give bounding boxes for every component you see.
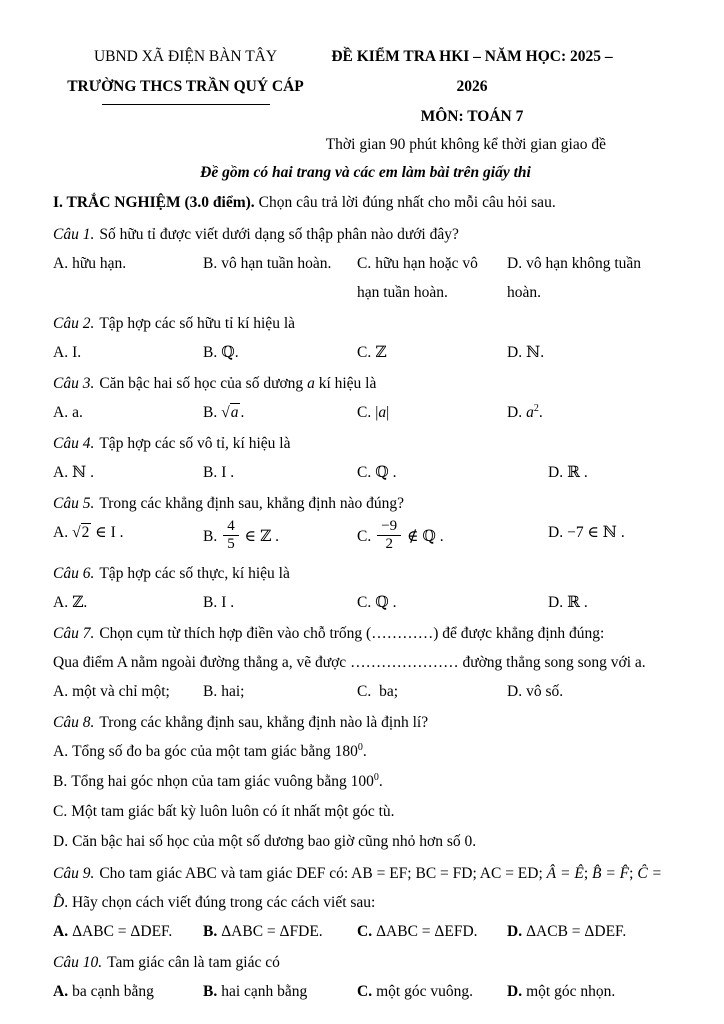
exam-instruction: Đề gồm có hai trang và các em làm bài trên giấy thi xyxy=(200,164,531,181)
text-part: ∈ ℤ . xyxy=(240,527,280,545)
text-part: một góc vuông. xyxy=(376,982,473,1000)
text-part: ℚ . xyxy=(375,464,397,481)
option-B xyxy=(203,917,357,946)
option-C xyxy=(357,518,548,557)
option-C xyxy=(357,458,548,487)
fraction xyxy=(223,518,239,554)
option-D xyxy=(507,977,678,1006)
text-part: | xyxy=(375,404,379,421)
text-part: ℕ. xyxy=(526,344,545,361)
option-B xyxy=(203,977,357,1006)
superscript: 0 xyxy=(357,741,363,753)
option-A xyxy=(53,588,203,617)
fraction-denominator: 2 xyxy=(385,536,393,553)
option-D xyxy=(548,518,678,547)
question-2 xyxy=(53,309,678,367)
text-part: I . xyxy=(221,593,235,611)
question-3 xyxy=(53,369,678,427)
options-row xyxy=(53,677,678,706)
option-A xyxy=(53,917,203,946)
question-text xyxy=(53,859,678,917)
option-letter: C. xyxy=(357,404,372,421)
option-letter: B. xyxy=(203,527,218,545)
question-7 xyxy=(53,619,678,706)
radicand: a xyxy=(230,404,239,421)
square-root: √a xyxy=(221,404,239,421)
text-part: Số hữu tỉ được viết dưới dạng số thập phân nào dưới đây? xyxy=(99,226,459,243)
header-underline xyxy=(102,104,270,105)
question-text xyxy=(53,619,678,648)
question-label: Câu 3. xyxy=(53,375,95,392)
option-letter: D. xyxy=(507,404,523,421)
school-name: TRƯỜNG THCS TRẦN QUÝ CÁP xyxy=(67,78,304,95)
time-note: Thời gian 90 phút không kể thời gian giao đề xyxy=(325,136,606,153)
text-part: a. xyxy=(72,404,83,421)
exam-title-block xyxy=(318,42,678,132)
question-1 xyxy=(53,220,678,307)
question-text xyxy=(53,708,678,737)
text-part: vô hạn tuần hoàn. xyxy=(221,255,332,272)
question-text xyxy=(53,309,678,338)
option-B xyxy=(203,338,357,367)
text-part: vô số. xyxy=(526,682,564,700)
math-italic: Â = Ê xyxy=(546,864,584,882)
text-part: | xyxy=(386,404,390,421)
square-root: √2 xyxy=(72,524,90,541)
option-letter: A. xyxy=(53,255,69,272)
question-text xyxy=(53,220,678,249)
option-C xyxy=(357,917,507,946)
math-italic: a xyxy=(526,404,534,421)
issuer-block xyxy=(53,42,318,132)
option-letter: B. xyxy=(203,682,218,700)
question-label: Câu 10. xyxy=(53,953,103,971)
text-part: Tập hợp các số vô tỉ, kí hiệu là xyxy=(99,435,291,452)
option-C xyxy=(357,977,507,1006)
math-italic: a xyxy=(378,404,387,421)
text-part: . xyxy=(538,404,543,421)
text-part: I . xyxy=(221,464,235,481)
option-A xyxy=(53,677,203,706)
fraction-denominator: 5 xyxy=(227,536,235,553)
option-letter: B. xyxy=(53,772,68,790)
option-B xyxy=(203,398,357,427)
text-part: Chọn cụm từ thích hợp điền vào chỗ trống (…………) để được khẳng định đúng: xyxy=(99,624,605,642)
question-6 xyxy=(53,559,678,617)
option-letter: D. xyxy=(548,464,564,481)
option-letter: C. xyxy=(357,527,372,545)
option-letter: B. xyxy=(203,982,218,1000)
option-letter: C. xyxy=(357,344,372,361)
question-text xyxy=(53,369,678,398)
text-part: hữu hạn hoặc vô hạn tuần hoàn. xyxy=(357,255,478,301)
fraction-numerator: 4 xyxy=(223,518,239,536)
option-letter: A. xyxy=(53,464,69,481)
options-row xyxy=(53,518,678,557)
option-B xyxy=(203,518,357,557)
issuer-name: UBND XÃ ĐIỆN BÀN TÂY xyxy=(93,48,278,65)
questions-list xyxy=(53,220,678,1006)
option-B xyxy=(203,588,357,617)
option-letter: C. xyxy=(357,922,373,940)
option-letter: A. xyxy=(53,922,69,940)
text-part: hai; xyxy=(221,682,245,700)
option-D xyxy=(507,917,678,946)
option-B xyxy=(203,458,357,487)
question-text xyxy=(53,948,678,977)
question-label: Câu 4. xyxy=(53,435,95,452)
option-letter: A. xyxy=(53,742,69,760)
option-letter: D. xyxy=(507,922,523,940)
option-A xyxy=(53,518,203,547)
option-letter: B. xyxy=(203,255,218,272)
text-part: I. xyxy=(72,344,82,361)
option-letter: B. xyxy=(203,593,218,611)
text-part: ba cạnh bằng xyxy=(72,982,154,1000)
text-part: Cho tam giác ABC và tam giác DEF có: AB = EF; BC = FD; AC = ED; xyxy=(99,864,547,882)
option-D xyxy=(548,458,678,487)
math-italic: Ĉ = D̂ xyxy=(53,864,663,911)
text-part: ∈ I . xyxy=(91,524,124,541)
text-part: ; xyxy=(583,864,592,882)
question-text xyxy=(53,489,678,518)
text-part: Tổng số đo ba góc của một tam giác bằng 180 xyxy=(72,742,358,760)
option-letter: C. xyxy=(357,982,373,1000)
question-text xyxy=(53,559,678,588)
option-letter: A. xyxy=(53,524,69,541)
option-A xyxy=(53,458,203,487)
option-C xyxy=(53,797,678,827)
text-part: ∉ ℚ . xyxy=(403,527,444,545)
question-label: Câu 5. xyxy=(53,495,95,512)
option-letter: A. xyxy=(53,682,69,700)
section-subtitle: Chọn câu trả lời đúng nhất cho mỗi câu hỏi sau. xyxy=(258,194,556,211)
exam-title: ĐỀ KIỂM TRA HKI – NĂM HỌC: 2025 – 2026 xyxy=(331,48,613,95)
option-B xyxy=(53,767,678,797)
question-text xyxy=(53,648,678,677)
text-part: ℝ . xyxy=(567,464,588,481)
option-A xyxy=(53,249,203,278)
option-A xyxy=(53,737,678,767)
text-part: Trong các khẳng định sau, khẳng định nào đúng? xyxy=(99,495,404,512)
option-letter: D. xyxy=(548,593,564,611)
text-part: ; xyxy=(629,864,638,882)
question-8 xyxy=(53,708,678,857)
option-D xyxy=(53,827,678,857)
text-part: ΔABC = ΔDEF. xyxy=(72,922,173,940)
option-letter: D. xyxy=(507,255,523,272)
text-part: ℚ . xyxy=(375,593,397,611)
radicand: 2 xyxy=(81,524,90,541)
text-part: Một tam giác bất kỳ luôn luôn có ít nhất một góc tù. xyxy=(71,802,395,820)
option-letter: D. xyxy=(507,982,523,1000)
options-row xyxy=(53,977,678,1006)
superscript: 0 xyxy=(373,771,379,783)
option-letter: D. xyxy=(548,524,564,541)
option-A xyxy=(53,338,203,367)
option-B xyxy=(203,249,357,278)
text-part: Trong các khẳng định sau, khẳng định nào là định lí? xyxy=(99,713,429,731)
question-4 xyxy=(53,429,678,487)
options-row xyxy=(53,338,678,367)
option-C xyxy=(357,398,507,427)
text-part: Căn bậc hai số học của một số dương bao giờ cũng nhỏ hơn số 0. xyxy=(72,832,477,850)
text-part: ba; xyxy=(375,682,399,700)
options-row xyxy=(53,249,678,307)
question-text xyxy=(53,429,678,458)
superscript: 2 xyxy=(533,402,539,414)
question-9 xyxy=(53,859,678,946)
text-part: . xyxy=(378,772,383,790)
option-letter: D. xyxy=(507,682,523,700)
option-letter: B. xyxy=(203,464,218,481)
options-row xyxy=(53,458,678,487)
text-part: Qua điểm A nằm ngoài đường thẳng a, vẽ được ………………… đường thẳng song song với a. xyxy=(53,653,646,671)
text-part: vô hạn không tuần hoàn. xyxy=(507,255,642,301)
question-10 xyxy=(53,948,678,1006)
text-part: một góc nhọn. xyxy=(526,982,616,1000)
option-C xyxy=(357,249,507,307)
text-part: . xyxy=(362,742,367,760)
question-label: Câu 1. xyxy=(53,226,95,243)
question-label: Câu 6. xyxy=(53,564,95,582)
text-part: Căn bậc hai số học của số dương xyxy=(99,375,308,392)
option-letter: A. xyxy=(53,344,69,361)
math-italic: a xyxy=(307,375,315,392)
section-title: I. TRẮC NGHIỆM (3.0 điểm). xyxy=(53,194,255,211)
options-row xyxy=(53,917,678,946)
options-row xyxy=(53,588,678,617)
section-heading xyxy=(53,188,678,218)
option-letter: D. xyxy=(53,832,69,850)
question-5 xyxy=(53,489,678,557)
text-part: ΔABC = ΔFDE. xyxy=(221,922,323,940)
text-part: ℕ . xyxy=(72,464,94,481)
math-italic: B̂ = F̂ xyxy=(592,864,630,882)
text-part: hai cạnh bằng xyxy=(221,982,308,1000)
options-row xyxy=(53,398,678,427)
question-label: Câu 7. xyxy=(53,624,95,642)
text-part: ℝ . xyxy=(567,593,588,611)
option-letter: A. xyxy=(53,593,69,611)
text-part: Tập hợp các số thực, kí hiệu là xyxy=(99,564,290,582)
option-letter: B. xyxy=(203,344,218,361)
option-letter: B. xyxy=(203,404,218,421)
option-letter: C. xyxy=(357,255,372,272)
option-letter: A. xyxy=(53,404,69,421)
option-letter: A. xyxy=(53,982,69,1000)
option-D xyxy=(507,398,678,427)
question-label: Câu 2. xyxy=(53,315,95,332)
text-part: Tập hợp các số hữu tỉ kí hiệu là xyxy=(99,315,296,332)
option-letter: B. xyxy=(203,922,218,940)
option-D xyxy=(507,677,678,706)
option-letter: C. xyxy=(357,464,372,481)
options-row xyxy=(53,737,678,857)
text-part: ℤ. xyxy=(72,593,88,611)
option-C xyxy=(357,677,507,706)
option-D xyxy=(507,338,678,367)
exam-subject: MÔN: TOÁN 7 xyxy=(420,108,524,125)
text-part: ℤ xyxy=(375,344,387,361)
text-part: ΔACB = ΔDEF. xyxy=(526,922,627,940)
text-part: kí hiệu là xyxy=(314,375,377,392)
text-part: . xyxy=(240,404,245,421)
question-label: Câu 8. xyxy=(53,713,95,731)
text-part: ℚ. xyxy=(221,344,239,361)
option-letter: C. xyxy=(357,593,372,611)
option-letter: C. xyxy=(357,682,372,700)
text-part: hữu hạn. xyxy=(72,255,127,272)
option-letter: D. xyxy=(507,344,523,361)
option-B xyxy=(203,677,357,706)
fraction-numerator: −9 xyxy=(377,518,401,536)
exam-header xyxy=(53,42,678,132)
question-label: Câu 9. xyxy=(53,864,95,882)
option-C xyxy=(357,338,507,367)
text-part: . Hãy chọn cách viết đúng trong các cách viết sau: xyxy=(64,893,376,911)
option-A xyxy=(53,398,203,427)
text-part: một và chỉ một; xyxy=(72,682,170,700)
option-D xyxy=(507,249,678,307)
option-C xyxy=(357,588,548,617)
text-part: Tổng hai góc nhọn của tam giác vuông bằng 100 xyxy=(71,772,374,790)
option-letter: C. xyxy=(53,802,68,820)
option-D xyxy=(548,588,678,617)
option-A xyxy=(53,977,203,1006)
text-part: −7 ∈ ℕ . xyxy=(567,524,625,541)
text-part: ΔABC = ΔEFD. xyxy=(376,922,478,940)
fraction xyxy=(377,518,401,554)
text-part: Tam giác cân là tam giác có xyxy=(107,953,280,971)
